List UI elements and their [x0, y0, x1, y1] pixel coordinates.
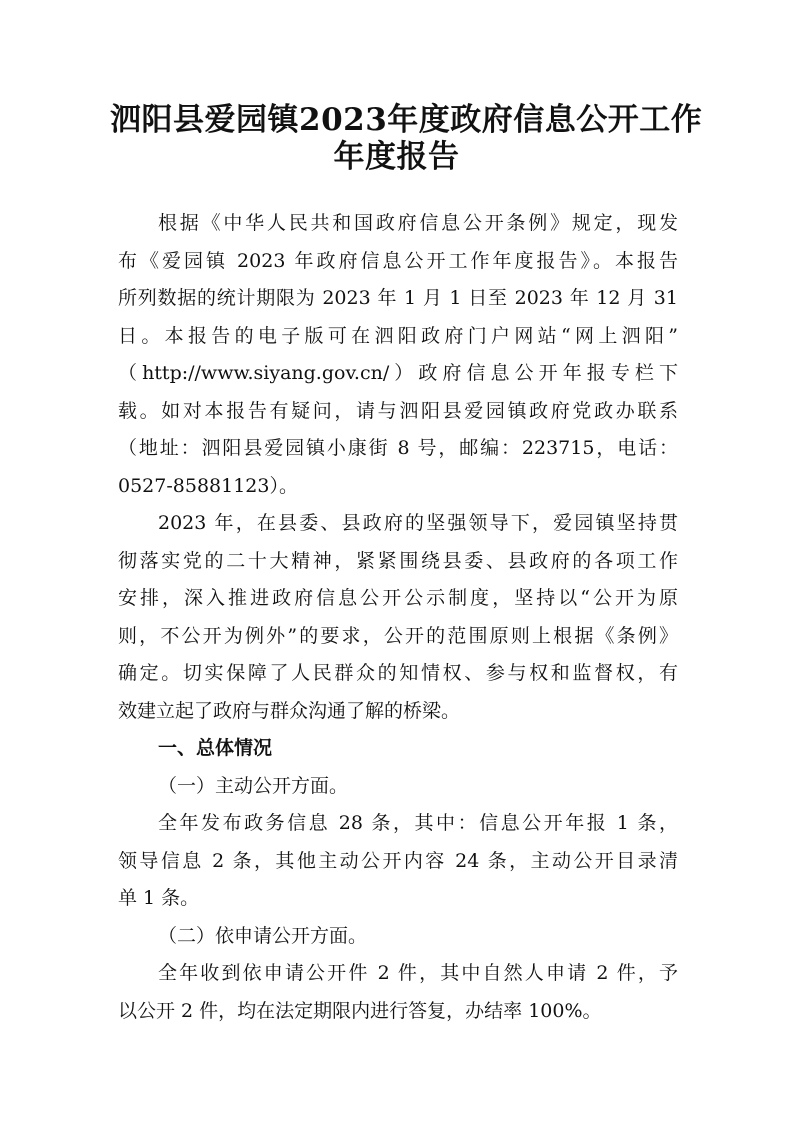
text-line: 全年发布政务信息 28 条，其中：信息公开年报 1 条，: [158, 812, 678, 834]
text-line: 安排，深入推进政府信息公开公示制度，坚持以“公开为原: [118, 587, 678, 609]
overview-paragraph: [118, 505, 678, 730]
proactive-disclosure-paragraph: [118, 805, 678, 918]
subsection-heading: （一）主动公开方面。: [158, 774, 349, 797]
text-line: 全年收到依申请公开件 2 件，其中自然人申请 2 件，予: [158, 962, 678, 984]
text-line: 确定。切实保障了人民群众的知情权、参与权和监督权，有: [118, 662, 678, 684]
text-line: 日。本报告的电子版可在泗阳政府门户网站“网上泗阳”: [118, 324, 678, 347]
text-line: 根据《中华人民共和国政府信息公开条例》规定，现发: [158, 212, 678, 234]
document-title-line-2: 年度报告: [333, 139, 460, 175]
text-line: 0527-85881123）。: [118, 474, 298, 497]
subsection-heading: （二）依申请公开方面。: [158, 924, 368, 947]
text-line: 2023 年，在县委、县政府的坚强领导下，爱园镇坚持贯: [158, 512, 678, 534]
text-line: 以公开 2 件，均在法定期限内进行答复，办结率 100%。: [118, 999, 602, 1022]
section-heading: 一、总体情况: [158, 737, 273, 759]
text-line: 彻落实党的二十大精神，紧紧围绕县委、县政府的各项工作: [118, 549, 678, 572]
text-line: 布《爱园镇 2023 年政府信息公开工作年度报告》。本报告: [118, 249, 678, 272]
text-line: （地址：泗阳县爱园镇小康街 8 号，邮编：223715，电话：: [118, 437, 678, 459]
document-body: [118, 205, 678, 1030]
intro-paragraph: [118, 205, 678, 505]
text-line: 单 1 条。: [118, 887, 200, 909]
application-disclosure-paragraph: [118, 955, 678, 1030]
text-line: 效建立起了政府与群众沟通了解的桥梁。: [118, 699, 461, 722]
text-line: 载。如对本报告有疑问，请与泗阳县爱园镇政府党政办联系: [118, 399, 678, 422]
text-line: 则，不公开为例外”的要求，公开的范围原则上根据《条例》: [118, 624, 678, 647]
text-line: 所列数据的统计期限为 2023 年 1 月 1 日至 2023 年 12 月 31: [118, 287, 678, 309]
text-line: （http://www.siyang.gov.cn/）政府信息公开年报专栏下: [118, 362, 678, 384]
document-title-line-1: 泗阳县爱园镇2023年度政府信息公开工作: [110, 102, 703, 138]
text-line: 领导信息 2 条，其他主动公开内容 24 条，主动公开目录清: [118, 849, 678, 872]
